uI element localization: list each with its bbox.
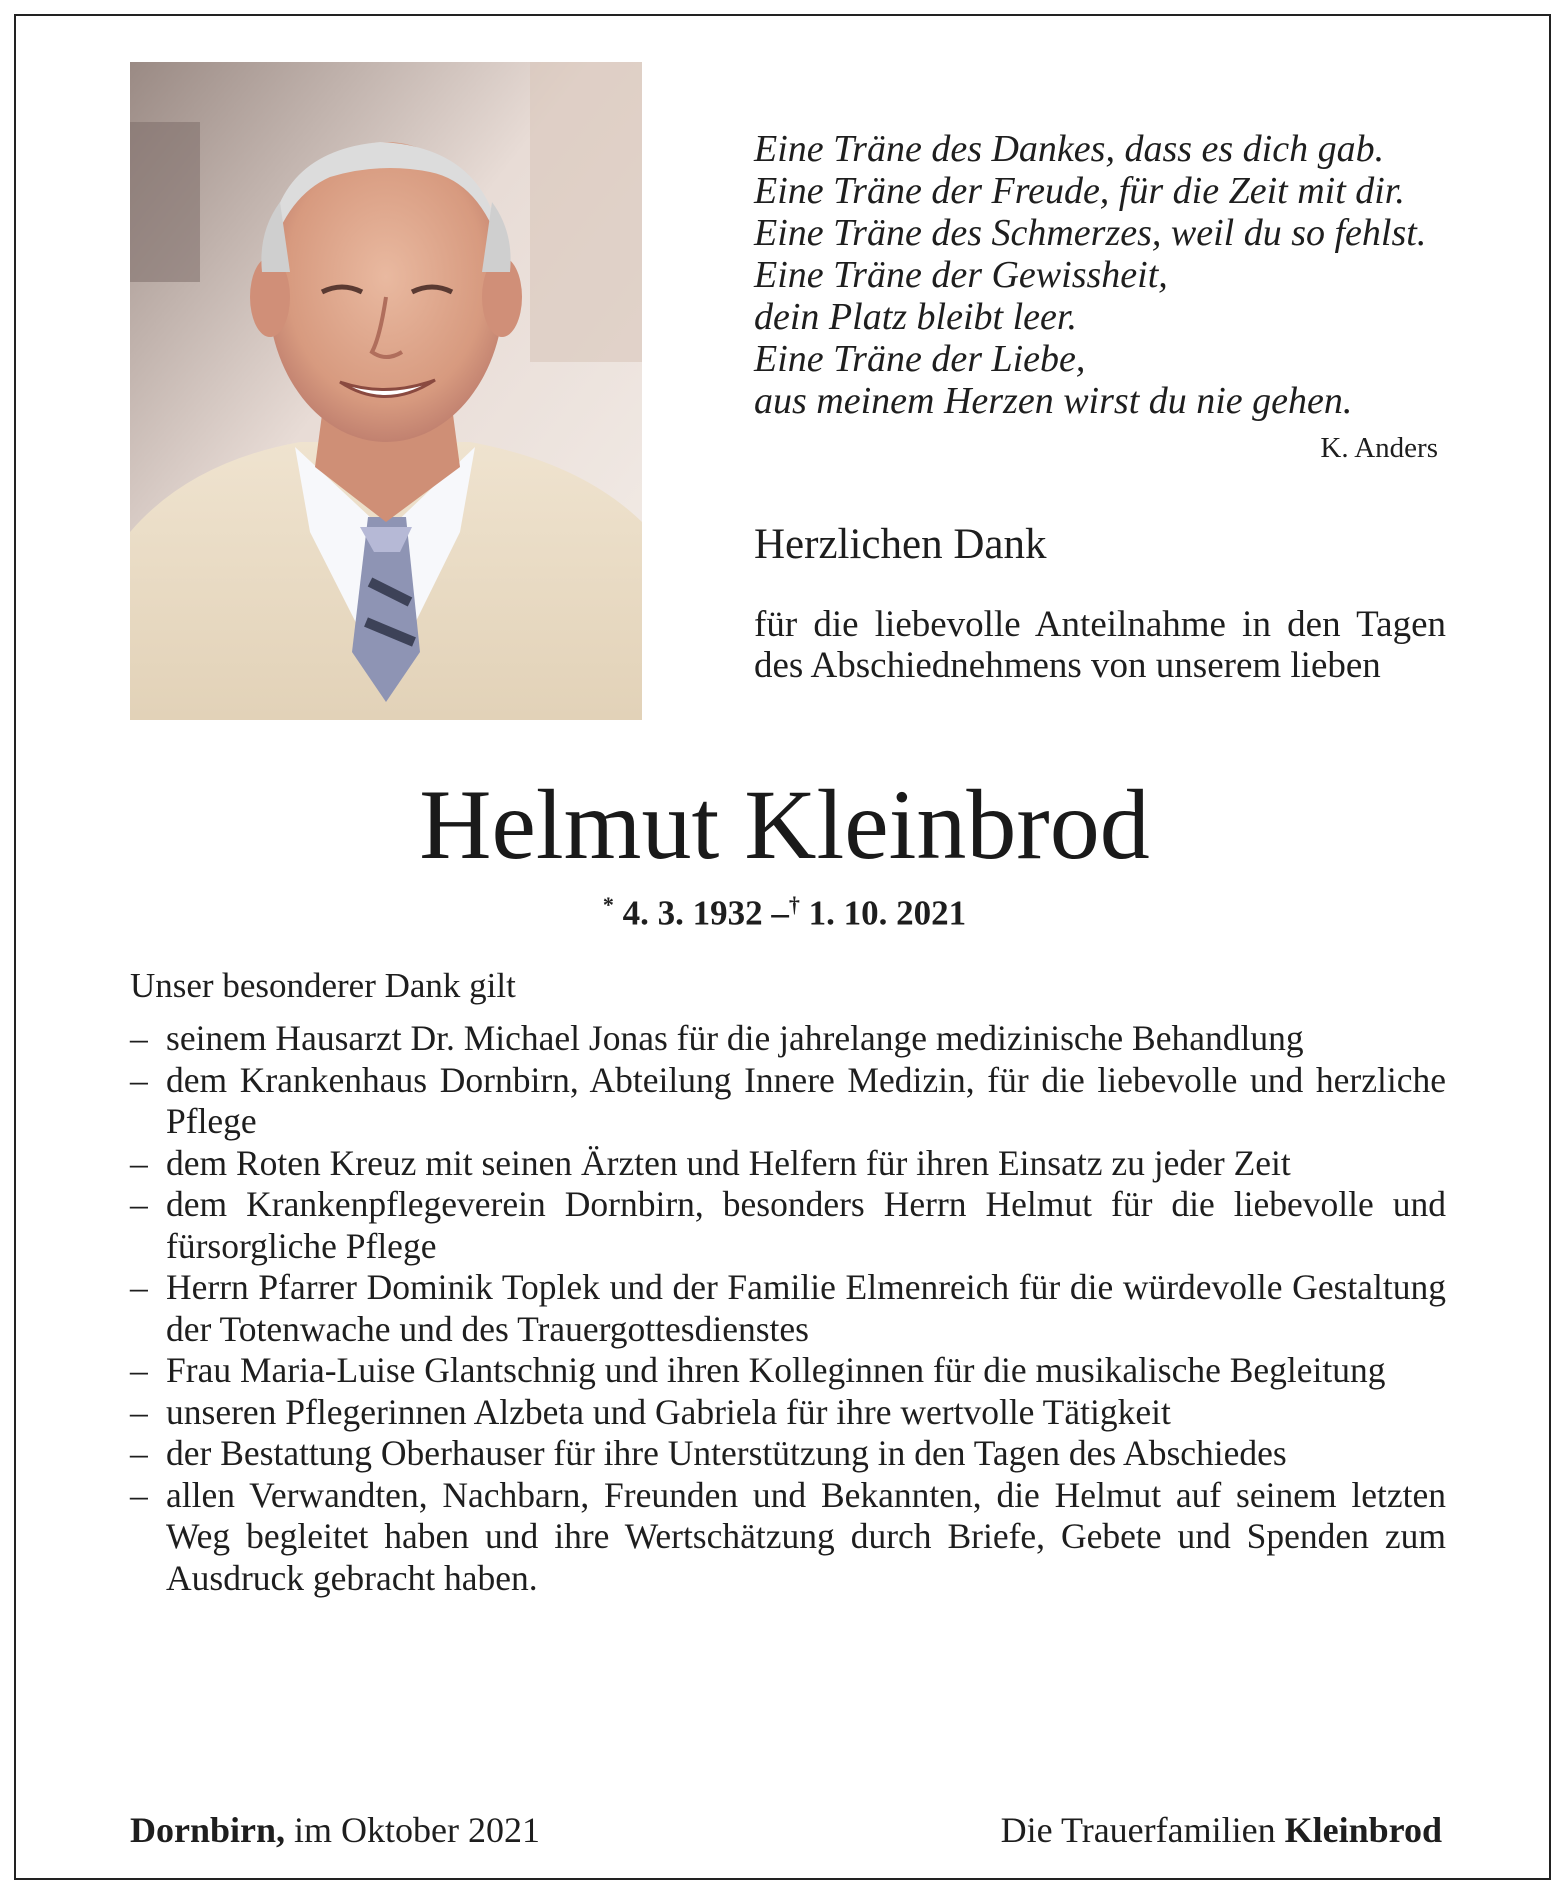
dash-icon: – bbox=[130, 1018, 148, 1058]
list-item bbox=[130, 1433, 1446, 1475]
footer-family bbox=[1001, 1809, 1442, 1851]
list-item-text: Frau Maria-Luise Glantschnig und ihren Kolleginnen für die musikalische Begleitung bbox=[166, 1350, 1386, 1390]
list-item-text: Herrn Pfarrer Dominik Toplek und der Familie Elmenreich für die würdevolle Gestaltung der Totenwache und des Trauergottesdienstes bbox=[166, 1267, 1446, 1349]
list-item-text: der Bestattung Oberhauser für ihre Unterstützung in den Tagen des Abschiedes bbox=[166, 1433, 1287, 1473]
dash-icon: – bbox=[130, 1267, 148, 1307]
list-item bbox=[130, 1475, 1446, 1600]
list-item bbox=[130, 1143, 1446, 1185]
dash-icon: – bbox=[130, 1184, 148, 1224]
poem-author: K. Anders bbox=[1320, 432, 1438, 464]
footer-place: Dornbirn, bbox=[130, 1810, 286, 1850]
dash-icon: – bbox=[130, 1474, 148, 1515]
dash-icon: – bbox=[130, 1350, 148, 1390]
obituary-card bbox=[14, 14, 1551, 1880]
list-item bbox=[130, 1267, 1446, 1350]
footer-place-date bbox=[130, 1809, 540, 1851]
date-separator: – bbox=[771, 893, 789, 933]
list-item-text: seinem Hausarzt Dr. Michael Jonas für die jahrelange medizinische Behandlung bbox=[166, 1018, 1304, 1058]
poem bbox=[754, 128, 1444, 422]
footer-date: im Oktober 2021 bbox=[294, 1810, 541, 1850]
footer-family-prefix: Die Trauerfamilien bbox=[1000, 1810, 1276, 1850]
birth-date: 4. 3. 1932 bbox=[622, 893, 763, 933]
list-item-text: dem Roten Kreuz mit seinen Ärzten und Helfern für ihren Einsatz zu jeder Zeit bbox=[166, 1142, 1291, 1183]
death-symbol: † bbox=[788, 892, 800, 917]
poem-line: aus meinem Herzen wirst du nie gehen. bbox=[754, 380, 1353, 422]
dash-icon: – bbox=[130, 1391, 148, 1432]
poem-line: Eine Träne des Schmerzes, weil du so fehlst. bbox=[754, 212, 1427, 254]
portrait-photo-icon bbox=[130, 62, 642, 720]
list-item-text: unseren Pflegerinnen Alzbeta und Gabriela für ihre wertvolle Tätigkeit bbox=[166, 1391, 1171, 1432]
thanks-intro: für die liebevolle Anteilnahme in den Tagen des Abschiednehmens von unserem lieben bbox=[754, 604, 1446, 686]
dash-icon: – bbox=[130, 1142, 148, 1183]
list-item bbox=[130, 1184, 1446, 1267]
dash-icon: – bbox=[130, 1059, 148, 1100]
life-dates bbox=[16, 892, 1553, 934]
poem-line: dein Platz bleibt leer. bbox=[754, 296, 1077, 338]
poem-line: Eine Träne des Dankes, dass es dich gab. bbox=[754, 128, 1385, 170]
portrait-photo bbox=[130, 62, 642, 720]
list-item bbox=[130, 1350, 1446, 1392]
poem-line: Eine Träne der Freude, für die Zeit mit dir. bbox=[754, 170, 1405, 212]
list-item bbox=[130, 1018, 1446, 1060]
list-item-text: dem Krankenpflegeverein Dornbirn, besonders Herrn Helmut für die liebevolle und fürsorgliche Pflege bbox=[166, 1184, 1446, 1266]
special-thanks-title: Unser besonderer Dank gilt bbox=[130, 966, 516, 1005]
deceased-name: Helmut Kleinbrod bbox=[419, 769, 1150, 880]
special-thanks-list bbox=[130, 1018, 1446, 1599]
list-item bbox=[130, 1392, 1446, 1434]
thanks-title: Herzlichen Dank bbox=[754, 521, 1047, 568]
footer-family-name: Kleinbrod bbox=[1284, 1810, 1442, 1850]
poem-line: Eine Träne der Gewissheit, bbox=[754, 254, 1168, 296]
list-item-text: allen Verwandten, Nachbarn, Freunden und Bekannten, die Helmut auf seinem letzten Weg begleitet haben und ihre Wertschätzung durch Briefe, Gebete und Spenden zum Ausdruck gebracht haben. bbox=[166, 1474, 1446, 1598]
dash-icon: – bbox=[130, 1433, 148, 1473]
poem-line: Eine Träne der Liebe, bbox=[754, 338, 1086, 380]
birth-symbol: * bbox=[602, 892, 614, 917]
death-date: 1. 10. 2021 bbox=[808, 893, 967, 933]
list-item-text: dem Krankenhaus Dornbirn, Abteilung Innere Medizin, für die liebevolle und herzliche Pflege bbox=[166, 1059, 1446, 1141]
list-item bbox=[130, 1060, 1446, 1143]
